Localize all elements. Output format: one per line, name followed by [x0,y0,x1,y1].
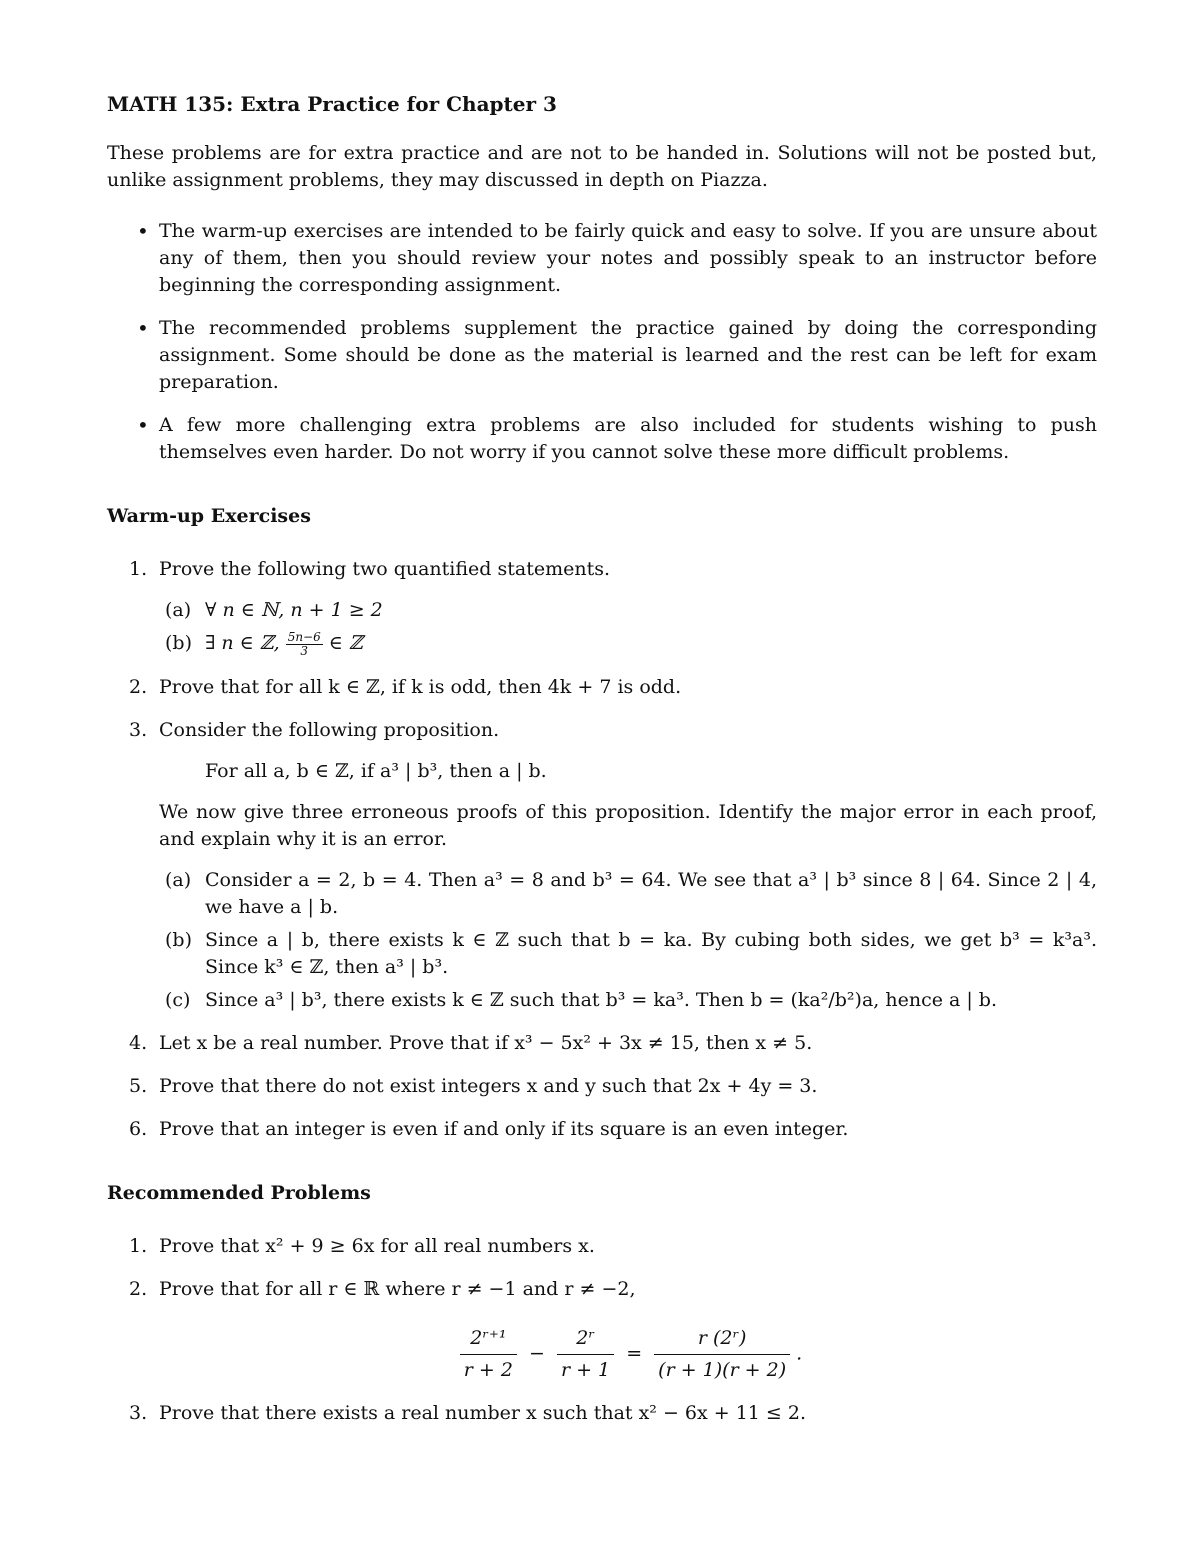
subpart-label: (a) [165,868,192,891]
bullet-item: • The recommended problems supplement the practice gained by doing the corresponding assignment. Some should be done as the material is learned and the rest can be left for exam preparation. [107,315,1097,396]
problem-number: 1. [129,1234,148,1257]
problem-number: 5. [129,1074,148,1097]
recommended-problem-1 [107,1233,1097,1260]
fraction-numerator: 2ʳ [557,1325,614,1355]
problem-paragraph: We now give three erroneous proofs of this proposition. Identify the major error in each proof, and explain why it is an error. [159,800,1097,850]
fraction [460,1325,517,1384]
subpart-label: (b) [165,928,192,951]
recommended-problem-2 [107,1276,1097,1384]
problem-text: Consider the following proposition. [159,718,500,741]
document-page [107,90,1097,1443]
warmup-problem-4 [107,1030,1097,1057]
subpart-c [159,987,1097,1014]
problem-text: Let x be a real number. Prove that if x³ − 5x² + 3x ≠ 15, then x ≠ 5. [159,1031,813,1054]
subpart-a [159,597,1097,624]
warmup-problem-list [107,556,1097,1143]
subpart-label: (a) [165,599,192,621]
problem-text: Prove that for all r ∈ ℝ where r ≠ −1 and r ≠ −2, [159,1277,636,1300]
subpart-text: Consider a = 2, b = 4. Then a³ = 8 and b³ = 64. We see that a³ | b³ since 8 | 64. Since 2 | 4, we have a | b. [205,868,1097,918]
warmup-problem-1 [107,556,1097,658]
warmup-problem-3 [107,717,1097,1014]
problem-text: Prove that there do not exist integers x and y such that 2x + 4y = 3. [159,1074,818,1097]
subpart-text-pre: ∃ n ∈ ℤ, [205,632,280,654]
problem-number: 4. [129,1031,148,1054]
fraction-denominator: 3 [300,643,309,658]
problem-text: Prove that there exists a real number x such that x² − 6x + 11 ≤ 2. [159,1401,807,1424]
fraction-denominator: r + 1 [560,1358,611,1381]
subpart-text-post: ∈ ℤ [328,632,363,654]
fraction [286,631,323,658]
display-equation [159,1325,1097,1384]
fraction-denominator: r + 2 [463,1358,513,1381]
problem-number: 2. [129,675,148,698]
problem-text: Prove the following two quantified statements. [159,558,611,580]
bullet-item: • The warm-up exercises are intended to be fairly quick and easy to solve. If you are unsure about any of them, then you should review your notes and possibly speak to an instructor before beginning the corresponding assignment. [107,218,1097,299]
problem-number: 1. [129,558,148,580]
fraction [654,1325,790,1384]
subpart-list [159,597,1097,658]
subpart-label: (c) [165,988,191,1011]
subpart-text: ∀ n ∈ ℕ, n + 1 ≥ 2 [205,599,383,621]
warmup-problem-2 [107,674,1097,701]
subpart-label: (b) [165,632,192,654]
proposition-display: For all a, b ∈ ℤ, if a³ | b³, then a | b. [205,759,547,782]
subpart-list [159,867,1097,1014]
problem-number: 6. [129,1117,148,1140]
fraction-numerator: r (2ʳ) [654,1325,790,1355]
recommended-problem-3 [107,1400,1097,1427]
problem-number: 3. [129,718,148,741]
problem-text: Prove that for all k ∈ ℤ, if k is odd, then 4k + 7 is odd. [159,675,682,698]
bullet-item: • A few more challenging extra problems are also included for students wishing to push themselves even harder. Do not worry if you cannot solve these more difficult problems. [107,412,1097,466]
warmup-problem-5 [107,1073,1097,1100]
fraction-denominator: (r + 1)(r + 2) [658,1358,787,1381]
equals-sign: = [626,1342,643,1364]
problem-number: 2. [129,1277,148,1300]
recommended-heading: Recommended Problems [107,1181,371,1204]
problem-text: Prove that x² + 9 ≥ 6x for all real numbers x. [159,1234,595,1257]
problem-number: 3. [129,1401,148,1424]
problem-text: Prove that an integer is even if and only if its square is an even integer. [159,1117,849,1140]
fraction-numerator: 5n−6 [287,629,321,644]
fraction [557,1325,614,1384]
subpart-a [159,867,1097,921]
page-title: MATH 135: Extra Practice for Chapter 3 [107,92,557,116]
minus-sign: − [529,1342,545,1364]
fraction-numerator: 2ʳ⁺¹ [460,1325,517,1355]
warmup-heading: Warm-up Exercises [107,505,311,527]
intro-bullet-list [107,218,1097,466]
subpart-b [159,927,1097,981]
recommended-problem-list [107,1233,1097,1427]
subpart-text: Since a³ | b³, there exists k ∈ ℤ such that b³ = ka³. Then b = (ka²/b²)a, hence a | b. [205,988,998,1011]
subpart-b [159,630,1097,658]
intro-paragraph: These problems are for extra practice and are not to be handed in. Solutions will not be posted but, unlike assignment problems, they may discussed in depth on Piazza. [107,142,1097,191]
subpart-text: Since a | b, there exists k ∈ ℤ such that b = ka. By cubing both sides, we get b³ = k³a³. Since k³ ∈ ℤ, then a³ | b³. [205,928,1097,978]
warmup-problem-6 [107,1116,1097,1143]
equation-period: . [796,1342,803,1364]
